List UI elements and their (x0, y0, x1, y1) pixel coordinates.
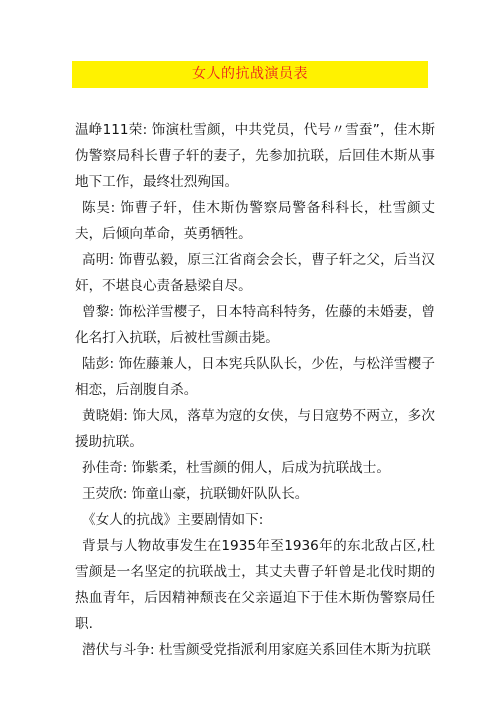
paragraph-cast-wen: 温峥111荣: 饰演杜雪颜，中共党员，代号〃雪蚕”，佳木斯伪警察局科长曹子轩的妻子，先参加抗联，后回佳木斯从事地下工作，最终壮烈殉国。 (75, 122, 435, 190)
paragraph-plot-background: 背景与人物故事发生在1935年至1936年的东北敌占区,杜雪颜是一名坚定的抗联战士，其丈夫曹子轩曾是北伐时期的热血青年，后因精神颓丧在父亲逼迫下于佳木斯伪警察局任职. (75, 538, 435, 632)
paragraph-plot-struggle: 潜伏与斗争: 杜雪颜受党指派利用家庭关系回佳木斯为抗联 (82, 642, 431, 658)
paragraph-cast-gao: 高明: 饰曹弘毅，原三江省商会会长，曹子轩之父，后当汉奸，不堪良心责备悬梁自尽。 (75, 252, 435, 294)
paragraph-cast-lu: 陆彭: 饰佐藤兼人，日本宪兵队队长，少佐，与松洋雪樱子相恋，后剖腹自杀。 (75, 356, 435, 398)
paragraph-cast-zeng: 曾黎: 饰松洋雪樱子，日本特高科特务，佐藤的未婚妻，曾化名打入抗联，后被杜雪颜击毙。 (75, 304, 435, 346)
paragraph-cast-huang: 黄晓娟: 饰大凤，落草为寇的女侠，与日寇势不两立，多次援助抗联。 (75, 408, 435, 450)
paragraph-cast-wang: 王荧欣: 饰童山豪，抗联锄奸队队长。 (82, 486, 309, 502)
paragraph-plot-heading: 《女人的抗战》主要剧情如下: (82, 512, 264, 528)
document-title: 女人的抗战演员表 (72, 61, 428, 88)
paragraph-cast-chen: 陈昊: 饰曹子轩，佳木斯伪警察局警备科科长，杜雪颜丈夫，后倾向革命，英勇牺牲。 (75, 200, 435, 242)
paragraph-cast-sun: 孙佳奇: 饰紫柔，杜雪颜的佣人，后成为抗联战士。 (82, 460, 390, 476)
document-body (75, 117, 435, 663)
